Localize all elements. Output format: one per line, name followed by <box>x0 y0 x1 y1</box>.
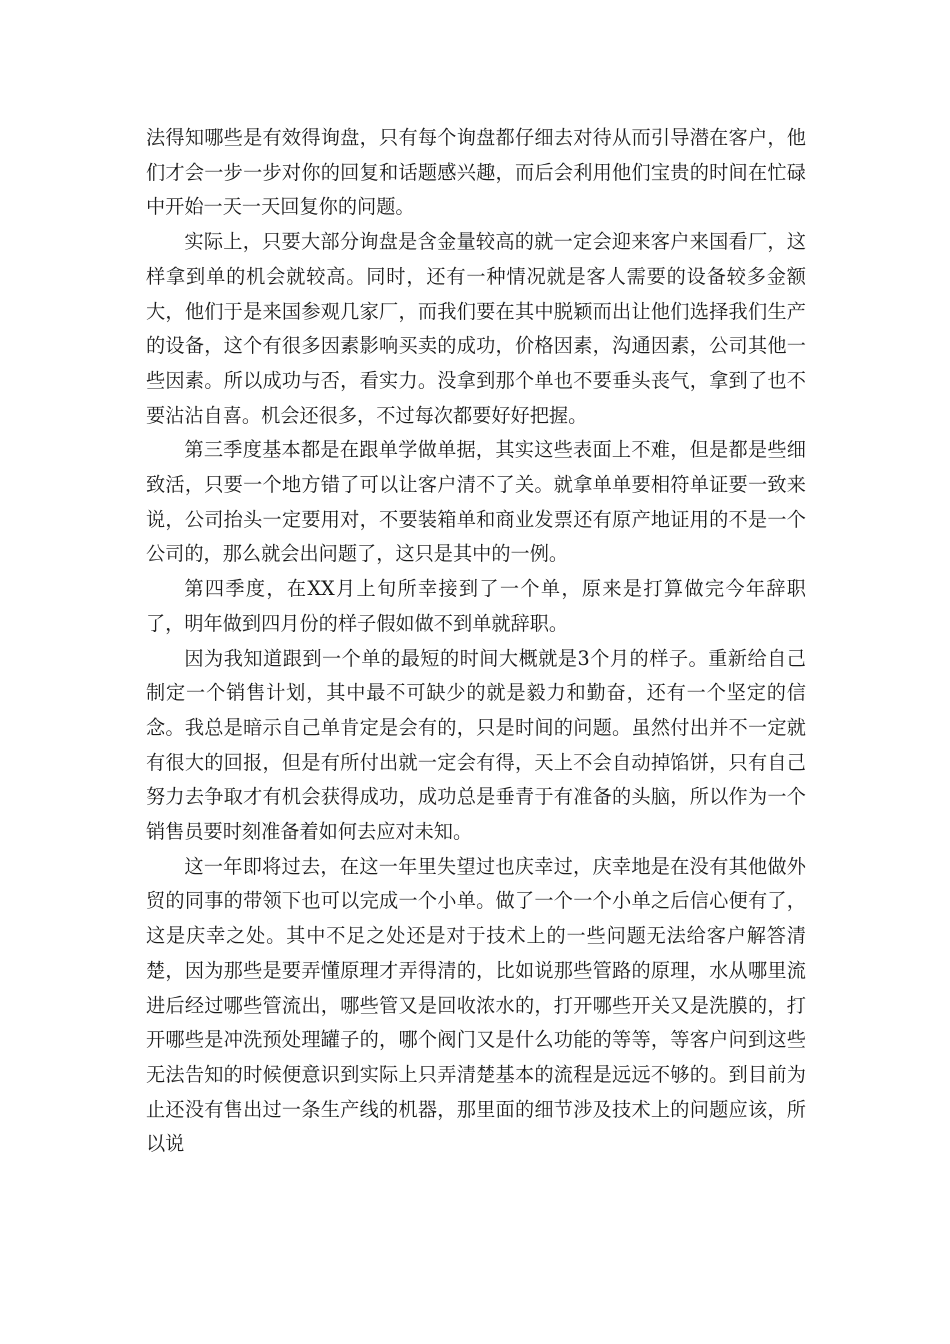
document-body <box>146 121 806 1162</box>
paragraph-year-summary: 这一年即将过去，在这一年里失望过也庆幸过，庆幸地是在没有其他做外贸的同事的带领下也可以完成一个小单。做了一个一个小单之后信心便有了，这是庆幸之处。其中不足之处还是对于技术上的一些问题无法给客户解答清楚，因为那些是要弄懂原理才弄得清的，比如说那些管路的原理，水从哪里流进后经过哪些管流出，哪些管又是回收浓水的，打开哪些开关又是洗膜的，打开哪些是冲洗预处理罐子的，哪个阀门又是什么功能的等等，等客户问到这些无法告知的时候便意识到实际上只弄清楚基本的流程是远远不够的。到目前为止还没有售出过一条生产线的机器，那里面的细节涉及技术上的问题应该，所以说 <box>146 854 806 1156</box>
paragraph-continuation: 法得知哪些是有效得询盘，只有每个询盘都仔细去对待从而引导潜在客户，他们才会一步一步对你的回复和话题感兴趣，而后会利用他们宝贵的时间在忙碌中开始一天一天回复你的问题。 <box>146 126 806 219</box>
paragraph-fourth-quarter: 第四季度，在XX月上旬所幸接到了一个单，原来是打算做完今年辞职了，明年做到四月份的样子假如做不到单就辞职。 <box>146 577 806 635</box>
paragraph-third-quarter: 第三季度基本都是在跟单学做单据，其实这些表面上不难，但是都是些细致活，只要一个地方错了可以让客户清不了关。就拿单单要相符单证要一致来说，公司抬头一定要用对，不要装箱单和商业发票还有原产地证用的不是一个公司的，那么就会出问题了，这只是其中的一例。 <box>146 438 806 566</box>
paragraph-sales-plan: 因为我知道跟到一个单的最短的时间大概就是3个月的样子。重新给自己制定一个销售计划，其中最不可缺少的就是毅力和勤奋，还有一个坚定的信念。我总是暗示自己单肯定是会有的，只是时间的问题。虽然付出并不一定就有很大的回报，但是有所付出就一定会有得，天上不会自动掉馅饼，只有自己努力去争取才有机会获得成功，成功总是垂青于有准备的头脑，所以作为一个销售员要时刻准备着如何去应对未知。 <box>146 646 806 844</box>
paragraph-client-visits: 实际上，只要大部分询盘是含金量较高的就一定会迎来客户来国看厂，这样拿到单的机会就较高。同时，还有一种情况就是客人需要的设备较多金额大，他们于是来国参观几家厂，而我们要在其中脱颖而出让他们选择我们生产的设备，这个有很多因素影响买卖的成功，价格因素，沟通因素，公司其他一些因素。所以成功与否，看实力。没拿到那个单也不要垂头丧气，拿到了也不要沾沾自喜。机会还很多，不过每次都要好好把握。 <box>146 230 806 427</box>
